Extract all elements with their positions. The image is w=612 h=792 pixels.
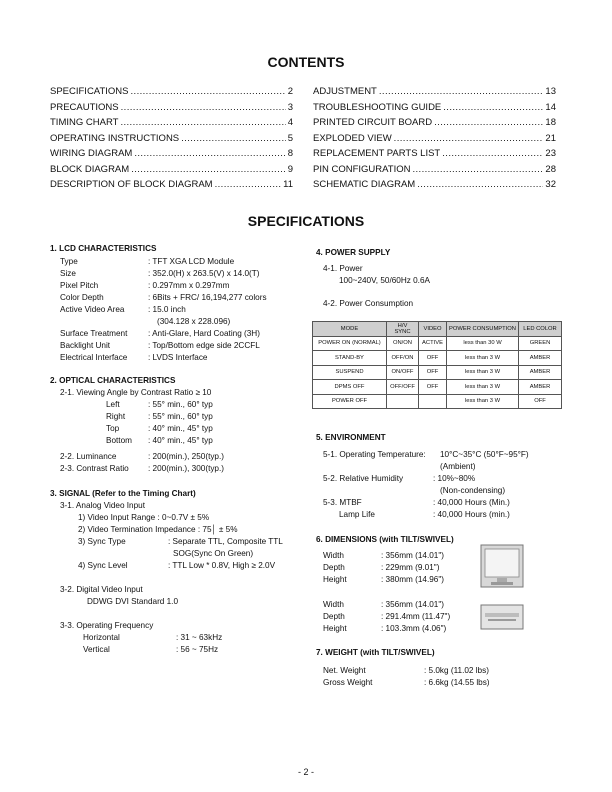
toc-leader-dots [120, 115, 285, 127]
power-table-row [313, 351, 562, 366]
operating-temp-value: 10°C~35°C (50°F~95°F) [440, 450, 529, 459]
gross-weight-value: : 6.6kg (14.55 lbs) [424, 678, 490, 687]
lcd-spec-value: : Top/Bottom edge side 2CCFL [148, 341, 260, 350]
toc-entry-page: 9 [287, 163, 293, 175]
toc-entry-label: ADJUSTMENT [313, 86, 377, 97]
power-table-row [313, 336, 562, 351]
viewing-angle-label: Bottom [106, 436, 132, 445]
frequency-horizontal-value: : 31 ~ 63kHz [176, 633, 223, 642]
net-weight-label: Net. Weight [323, 666, 366, 675]
operating-frequency-title: 3-3. Operating Frequency [60, 621, 154, 630]
toc-entry [313, 177, 556, 193]
dimensions-heading: 6. DIMENSIONS (with TILT/SWIVEL) [316, 535, 454, 544]
power-table-cell [419, 394, 447, 409]
monitor-package-view-icon [480, 604, 524, 630]
gross-weight-label: Gross Weight [323, 678, 373, 687]
toc-entry-page: 11 [283, 179, 293, 190]
power-table-cell: less than 30 W [447, 336, 519, 351]
power-table-row [313, 394, 562, 409]
toc-leader-dots [412, 162, 543, 174]
dimension-label: Height [323, 575, 347, 584]
sync-type-label: 3) Sync Type [78, 537, 126, 546]
toc-leader-dots [417, 177, 543, 189]
dimension-value: : 380mm (14.96") [381, 575, 444, 584]
frequency-horizontal-label: Horizontal [83, 633, 120, 642]
toc-entry-page: 3 [287, 101, 293, 113]
toc-leader-dots [434, 115, 543, 127]
toc-entry-page: 14 [545, 101, 556, 113]
lamp-life-value: : 40,000 Hours (min.) [433, 510, 510, 519]
humidity-value: : 10%~80% [433, 474, 476, 483]
power-table-cell: STAND-BY [313, 351, 387, 366]
sync-level-label: 4) Sync Level [78, 561, 128, 570]
dimension-label: Depth [323, 563, 345, 572]
toc-entry [50, 146, 293, 162]
lcd-spec-value: : LVDS Interface [148, 353, 208, 362]
power-table-row [313, 380, 562, 395]
viewing-angle-value: : 55° min., 60° typ [148, 400, 213, 409]
power-table-header [313, 322, 562, 337]
analog-input-title: 3-1. Analog Video Input [60, 501, 145, 510]
toc-entry [313, 84, 556, 100]
lcd-spec-label: Backlight Unit [60, 341, 111, 350]
col-led-color: LED COLOR [519, 322, 562, 337]
power-consumption-table [312, 321, 562, 409]
toc-entry [50, 162, 293, 178]
toc-left [50, 84, 293, 193]
power-table-cell: ON/ON [387, 336, 419, 351]
toc-entry-label: TROUBLESHOOTING GUIDE [313, 101, 442, 113]
signal-heading: 3. SIGNAL (Refer to the Timing Chart) [50, 489, 196, 498]
lcd-spec-label: Type [60, 257, 78, 266]
power-heading: 4. POWER SUPPLY [316, 248, 391, 257]
toc-entry-page: 13 [545, 86, 556, 97]
toc-leader-dots [379, 84, 544, 96]
viewing-angle-value: : 40° min., 45° typ [148, 436, 213, 445]
power-title: 4-1. Power [323, 264, 363, 273]
toc-entry [313, 146, 556, 162]
toc-entry [50, 100, 293, 116]
humidity-note: (Non-condensing) [440, 486, 506, 495]
toc-entry-page: 8 [287, 148, 293, 159]
toc-entry-label: PRECAUTIONS [50, 101, 119, 113]
toc-entry [50, 84, 293, 100]
sync-type-value: : Separate TTL, Composite TTL [168, 537, 283, 546]
toc-entry [50, 177, 293, 193]
lcd-spec-label: Electrical Interface [60, 353, 128, 362]
toc-entry [313, 131, 556, 147]
toc-entry-page: 32 [545, 179, 556, 190]
environment-heading: 5. ENVIRONMENT [316, 433, 386, 442]
frequency-vertical-value: : 56 ~ 75Hz [176, 645, 219, 654]
toc-entry [313, 162, 556, 178]
power-table-cell: OFF/ON [387, 351, 419, 366]
toc-entry-label: BLOCK DIAGRAM [50, 163, 130, 175]
lcd-spec-label: Size [60, 269, 76, 278]
toc-entry [313, 115, 556, 131]
toc-entry-page: 23 [545, 148, 556, 159]
dimension-value: : 356mm (14.01") [381, 600, 444, 609]
toc-entry-page: 2 [287, 86, 293, 97]
power-table-cell: less than 3 W [447, 380, 519, 395]
dvi-standard: DDWG DVI Standard 1.0 [87, 597, 179, 606]
lcd-spec-value: : TFT XGA LCD Module [148, 257, 235, 266]
power-table-cell: SUSPEND [313, 365, 387, 380]
viewing-angle-label: Top [106, 424, 120, 433]
page-number: - 2 - [297, 767, 314, 777]
viewing-angle-label: Left [106, 400, 120, 409]
toc-entry-label: DESCRIPTION OF BLOCK DIAGRAM [50, 179, 213, 190]
toc-entry-label: OPERATING INSTRUCTIONS [50, 132, 180, 144]
power-value: 100~240V, 50/60Hz 0.6A [339, 276, 430, 285]
lcd-spec-label: Color Depth [60, 293, 104, 302]
power-table-cell: ACTIVE [419, 336, 447, 351]
toc-entry-page: 21 [545, 132, 556, 144]
dimension-label: Width [323, 600, 344, 609]
sync-type-value-2: SOG(Sync On Green) [173, 549, 254, 558]
dimension-value: : 291.4mm (11.47") [381, 612, 451, 621]
dimension-label: Width [323, 551, 344, 560]
power-table-cell: AMBER [519, 365, 562, 380]
lcd-spec-value: : Anti-Glare, Hard Coating (3H) [148, 329, 260, 338]
dimension-value: : 103.3mm (4.06") [381, 624, 447, 633]
toc-leader-dots [443, 100, 543, 112]
power-table-cell: AMBER [519, 380, 562, 395]
toc-entry-label: REPLACEMENT PARTS LIST [313, 148, 441, 159]
toc-entry-label: PIN CONFIGURATION [313, 163, 411, 175]
power-table-cell: POWER ON (NORMAL) [313, 336, 387, 351]
lcd-spec-label: Active Video Area [60, 305, 125, 314]
lcd-spec-value: (304.128 x 228.096) [157, 317, 231, 326]
viewing-angle-value: : 55° min., 60° typ [148, 412, 213, 421]
contrast-label: 2-3. Contrast Ratio [60, 464, 129, 473]
lcd-spec-value: : 15.0 inch [148, 305, 186, 314]
dimension-label: Height [323, 624, 347, 633]
toc-entry [50, 131, 293, 147]
viewing-angle-value: : 40° min., 45° typ [148, 424, 213, 433]
power-table-row [313, 365, 562, 380]
video-input-range: 1) Video Input Range : 0~0.7V ± 5% [78, 513, 210, 522]
monitor-front-view-icon [480, 544, 524, 588]
power-table-cell: GREEN [519, 336, 562, 351]
mtbf-label: 5-3. MTBF [323, 498, 362, 507]
operating-temp-label: 5-1. Operating Temperature: [323, 450, 426, 459]
viewing-angle-label: Right [106, 412, 126, 421]
power-table-cell: POWER OFF [313, 394, 387, 409]
luminance-value: : 200(min.), 250(typ.) [148, 452, 224, 461]
lcd-spec-label: Surface Treatment [60, 329, 128, 338]
lcd-heading: 1. LCD CHARACTERISTICS [50, 244, 157, 253]
power-table-cell: less than 3 W [447, 351, 519, 366]
toc-leader-dots [181, 131, 286, 143]
lcd-spec-label: Pixel Pitch [60, 281, 99, 290]
mtbf-value: : 40,000 Hours (Min.) [433, 498, 510, 507]
lcd-spec-value: : 352.0(H) x 263.5(V) x 14.0(T) [148, 269, 260, 278]
lcd-spec-value: : 0.297mm x 0.297mm [148, 281, 230, 290]
toc-leader-dots [442, 146, 543, 158]
toc-entry-label: EXPLODED VIEW [313, 132, 392, 144]
humidity-label: 5-2. Relative Humidity [323, 474, 404, 483]
toc-entry-label: SCHEMATIC DIAGRAM [313, 179, 416, 190]
col-video: VIDEO [419, 322, 447, 337]
dimension-value: : 229mm (9.01") [381, 563, 440, 572]
toc-leader-dots [394, 131, 544, 143]
power-table-cell: AMBER [519, 351, 562, 366]
power-table-cell: ON/OFF [387, 365, 419, 380]
toc-entry-label: PRINTED CIRCUIT BOARD [313, 117, 433, 128]
toc-leader-dots [215, 177, 282, 189]
toc-entry-page: 28 [545, 163, 556, 175]
video-termination: 2) Video Termination Impedance : 75│ ± 5% [78, 525, 238, 534]
lcd-spec-value: : 6Bits + FRC/ 16,194,277 colors [148, 293, 267, 302]
col-mode: MODE [313, 322, 387, 337]
power-consumption-title: 4-2. Power Consumption [323, 299, 414, 308]
contrast-value: : 200(min.), 300(typ.) [148, 464, 224, 473]
optical-heading: 2. OPTICAL CHARACTERISTICS [50, 376, 176, 385]
digital-input-title: 3-2. Digital Video Input [60, 585, 143, 594]
power-table-cell: OFF [419, 365, 447, 380]
toc-entry-page: 18 [545, 117, 556, 128]
specifications-title: SPECIFICATIONS [247, 213, 365, 229]
col-power-consumption: POWER CONSUMPTION [447, 322, 519, 337]
sync-level-value: : TTL Low * 0.8V, High ≥ 2.0V [168, 561, 276, 570]
toc-leader-dots [131, 162, 286, 174]
power-table-cell [387, 394, 419, 409]
toc-entry-label: SPECIFICATIONS [50, 86, 129, 97]
toc-entry [313, 100, 556, 116]
power-table-cell: less than 3 W [447, 394, 519, 409]
toc-entry-page: 5 [287, 132, 293, 144]
operating-temp-note: (Ambient) [440, 462, 476, 471]
frequency-vertical-label: Vertical [83, 645, 110, 654]
toc-entry-page: 4 [287, 117, 293, 128]
toc-leader-dots [121, 100, 286, 112]
toc-entry-label: WIRING DIAGRAM [50, 148, 133, 159]
net-weight-value: : 5.0kg (11.02 lbs) [424, 666, 489, 675]
toc-entry [50, 115, 293, 131]
dimension-value: : 356mm (14.01") [381, 551, 444, 560]
power-table-cell: OFF/OFF [387, 380, 419, 395]
lamp-life-label: Lamp Life [339, 510, 375, 519]
col-hv-sync: H/V SYNC [387, 322, 419, 337]
toc-leader-dots [130, 84, 285, 96]
dimension-label: Depth [323, 612, 345, 621]
toc-right [313, 84, 556, 193]
weight-heading: 7. WEIGHT (with TILT/SWIVEL) [316, 648, 435, 657]
power-table-cell: less than 3 W [447, 365, 519, 380]
luminance-label: 2-2. Luminance [60, 452, 117, 461]
contents-title: CONTENTS [267, 54, 345, 70]
viewing-angle-title: 2-1. Viewing Angle by Contrast Ratio ≥ 10 [60, 388, 212, 397]
power-table-cell: OFF [519, 394, 562, 409]
power-table-cell: OFF [419, 351, 447, 366]
toc-leader-dots [134, 146, 285, 158]
power-table-cell: DPMS OFF [313, 380, 387, 395]
power-table-cell: OFF [419, 380, 447, 395]
toc-entry-label: TIMING CHART [50, 117, 119, 128]
